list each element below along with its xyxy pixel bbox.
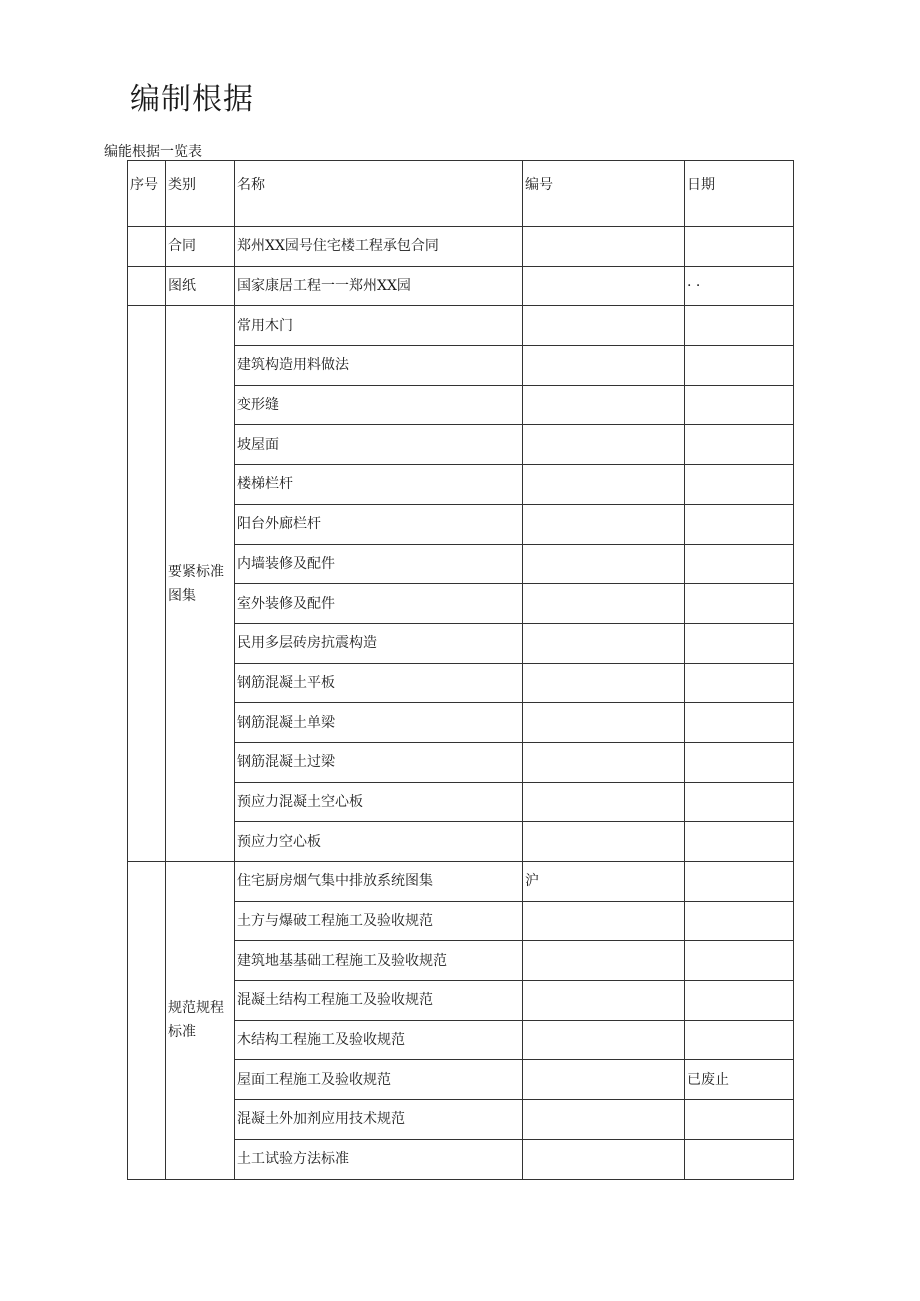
cell-code xyxy=(523,981,685,1021)
cell-date xyxy=(685,227,794,267)
cell-name: 室外装修及配件 xyxy=(235,584,523,624)
cell-name: 钢筋混凝土单梁 xyxy=(235,703,523,743)
header-code: 编号 xyxy=(523,161,685,227)
reference-table xyxy=(127,160,794,1180)
cell-seq xyxy=(128,306,166,862)
cell-date xyxy=(685,504,794,544)
cell-date xyxy=(685,1020,794,1060)
table-caption: 编能根据一览表 xyxy=(104,144,202,160)
cell-code xyxy=(523,703,685,743)
cell-code xyxy=(523,1060,685,1100)
cell-code xyxy=(523,782,685,822)
cell-name: 阳台外廊栏杆 xyxy=(235,504,523,544)
cell-seq xyxy=(128,266,166,306)
cell-date xyxy=(685,584,794,624)
cell-code: 沪 xyxy=(523,862,685,902)
cell-name: 楼梯栏杆 xyxy=(235,465,523,505)
cell-name: 变形缝 xyxy=(235,385,523,425)
cell-date xyxy=(685,981,794,1021)
cell-name: 混凝土结构工程施工及验收规范 xyxy=(235,981,523,1021)
cell-category: 图纸 xyxy=(166,266,235,306)
header-date: 日期 xyxy=(685,161,794,227)
cell-code xyxy=(523,1020,685,1060)
cell-name: 预应力混凝土空心板 xyxy=(235,782,523,822)
cell-date xyxy=(685,742,794,782)
cell-name: 内墙装修及配件 xyxy=(235,544,523,584)
cell-date xyxy=(685,544,794,584)
cell-code xyxy=(523,1100,685,1140)
cell-code xyxy=(523,306,685,346)
cell-date xyxy=(685,385,794,425)
cell-name: 木结构工程施工及验收规范 xyxy=(235,1020,523,1060)
cell-name: 坡屋面 xyxy=(235,425,523,465)
cell-date xyxy=(685,941,794,981)
cell-category: 合同 xyxy=(166,227,235,267)
cell-name: 预应力空心板 xyxy=(235,822,523,862)
cell-seq xyxy=(128,862,166,1180)
cell-date xyxy=(685,425,794,465)
cell-name: 土工试验方法标准 xyxy=(235,1139,523,1179)
cell-code xyxy=(523,901,685,941)
header-name: 名称 xyxy=(235,161,523,227)
page-title: 编制根据 xyxy=(130,82,254,117)
cell-date xyxy=(685,465,794,505)
cell-name: 土方与爆破工程施工及验收规范 xyxy=(235,901,523,941)
cell-name: 郑州XX园号住宅楼工程承包合同 xyxy=(235,227,523,267)
cell-date xyxy=(685,1100,794,1140)
cell-date xyxy=(685,346,794,386)
table-row xyxy=(128,227,794,267)
cell-code xyxy=(523,544,685,584)
cell-code xyxy=(523,1139,685,1179)
cell-name: 建筑构造用料做法 xyxy=(235,346,523,386)
cell-name: 常用木门 xyxy=(235,306,523,346)
cell-code xyxy=(523,425,685,465)
cell-date xyxy=(685,822,794,862)
cell-code xyxy=(523,663,685,703)
cell-date xyxy=(685,782,794,822)
cell-code xyxy=(523,227,685,267)
cell-name: 钢筋混凝土平板 xyxy=(235,663,523,703)
cell-date: 已废止 xyxy=(685,1060,794,1100)
table-row xyxy=(128,306,794,346)
cell-code xyxy=(523,504,685,544)
cell-date xyxy=(685,703,794,743)
header-category: 类别 xyxy=(166,161,235,227)
cell-date xyxy=(685,1139,794,1179)
cell-category: 规范规程标准 xyxy=(166,862,235,1180)
table-row xyxy=(128,862,794,902)
cell-category: 要紧标准图集 xyxy=(166,306,235,862)
cell-name: 钢筋混凝土过梁 xyxy=(235,742,523,782)
cell-code xyxy=(523,742,685,782)
table-header-row xyxy=(128,161,794,227)
cell-date xyxy=(685,862,794,902)
cell-name: 民用多层砖房抗震构造 xyxy=(235,623,523,663)
cell-code xyxy=(523,623,685,663)
cell-code xyxy=(523,346,685,386)
cell-date xyxy=(685,901,794,941)
cell-code xyxy=(523,385,685,425)
cell-code xyxy=(523,584,685,624)
cell-date: · · xyxy=(685,266,794,306)
cell-date xyxy=(685,306,794,346)
cell-code xyxy=(523,822,685,862)
cell-code xyxy=(523,941,685,981)
cell-date xyxy=(685,663,794,703)
cell-name: 混凝土外加剂应用技术规范 xyxy=(235,1100,523,1140)
cell-name: 国家康居工程一一郑州XX园 xyxy=(235,266,523,306)
cell-code xyxy=(523,465,685,505)
cell-seq xyxy=(128,227,166,267)
cell-name: 屋面工程施工及验收规范 xyxy=(235,1060,523,1100)
cell-date xyxy=(685,623,794,663)
cell-code xyxy=(523,266,685,306)
table-row xyxy=(128,266,794,306)
cell-name: 建筑地基基础工程施工及验收规范 xyxy=(235,941,523,981)
header-seq: 序号 xyxy=(128,161,166,227)
cell-name: 住宅厨房烟气集中排放系统图集 xyxy=(235,862,523,902)
